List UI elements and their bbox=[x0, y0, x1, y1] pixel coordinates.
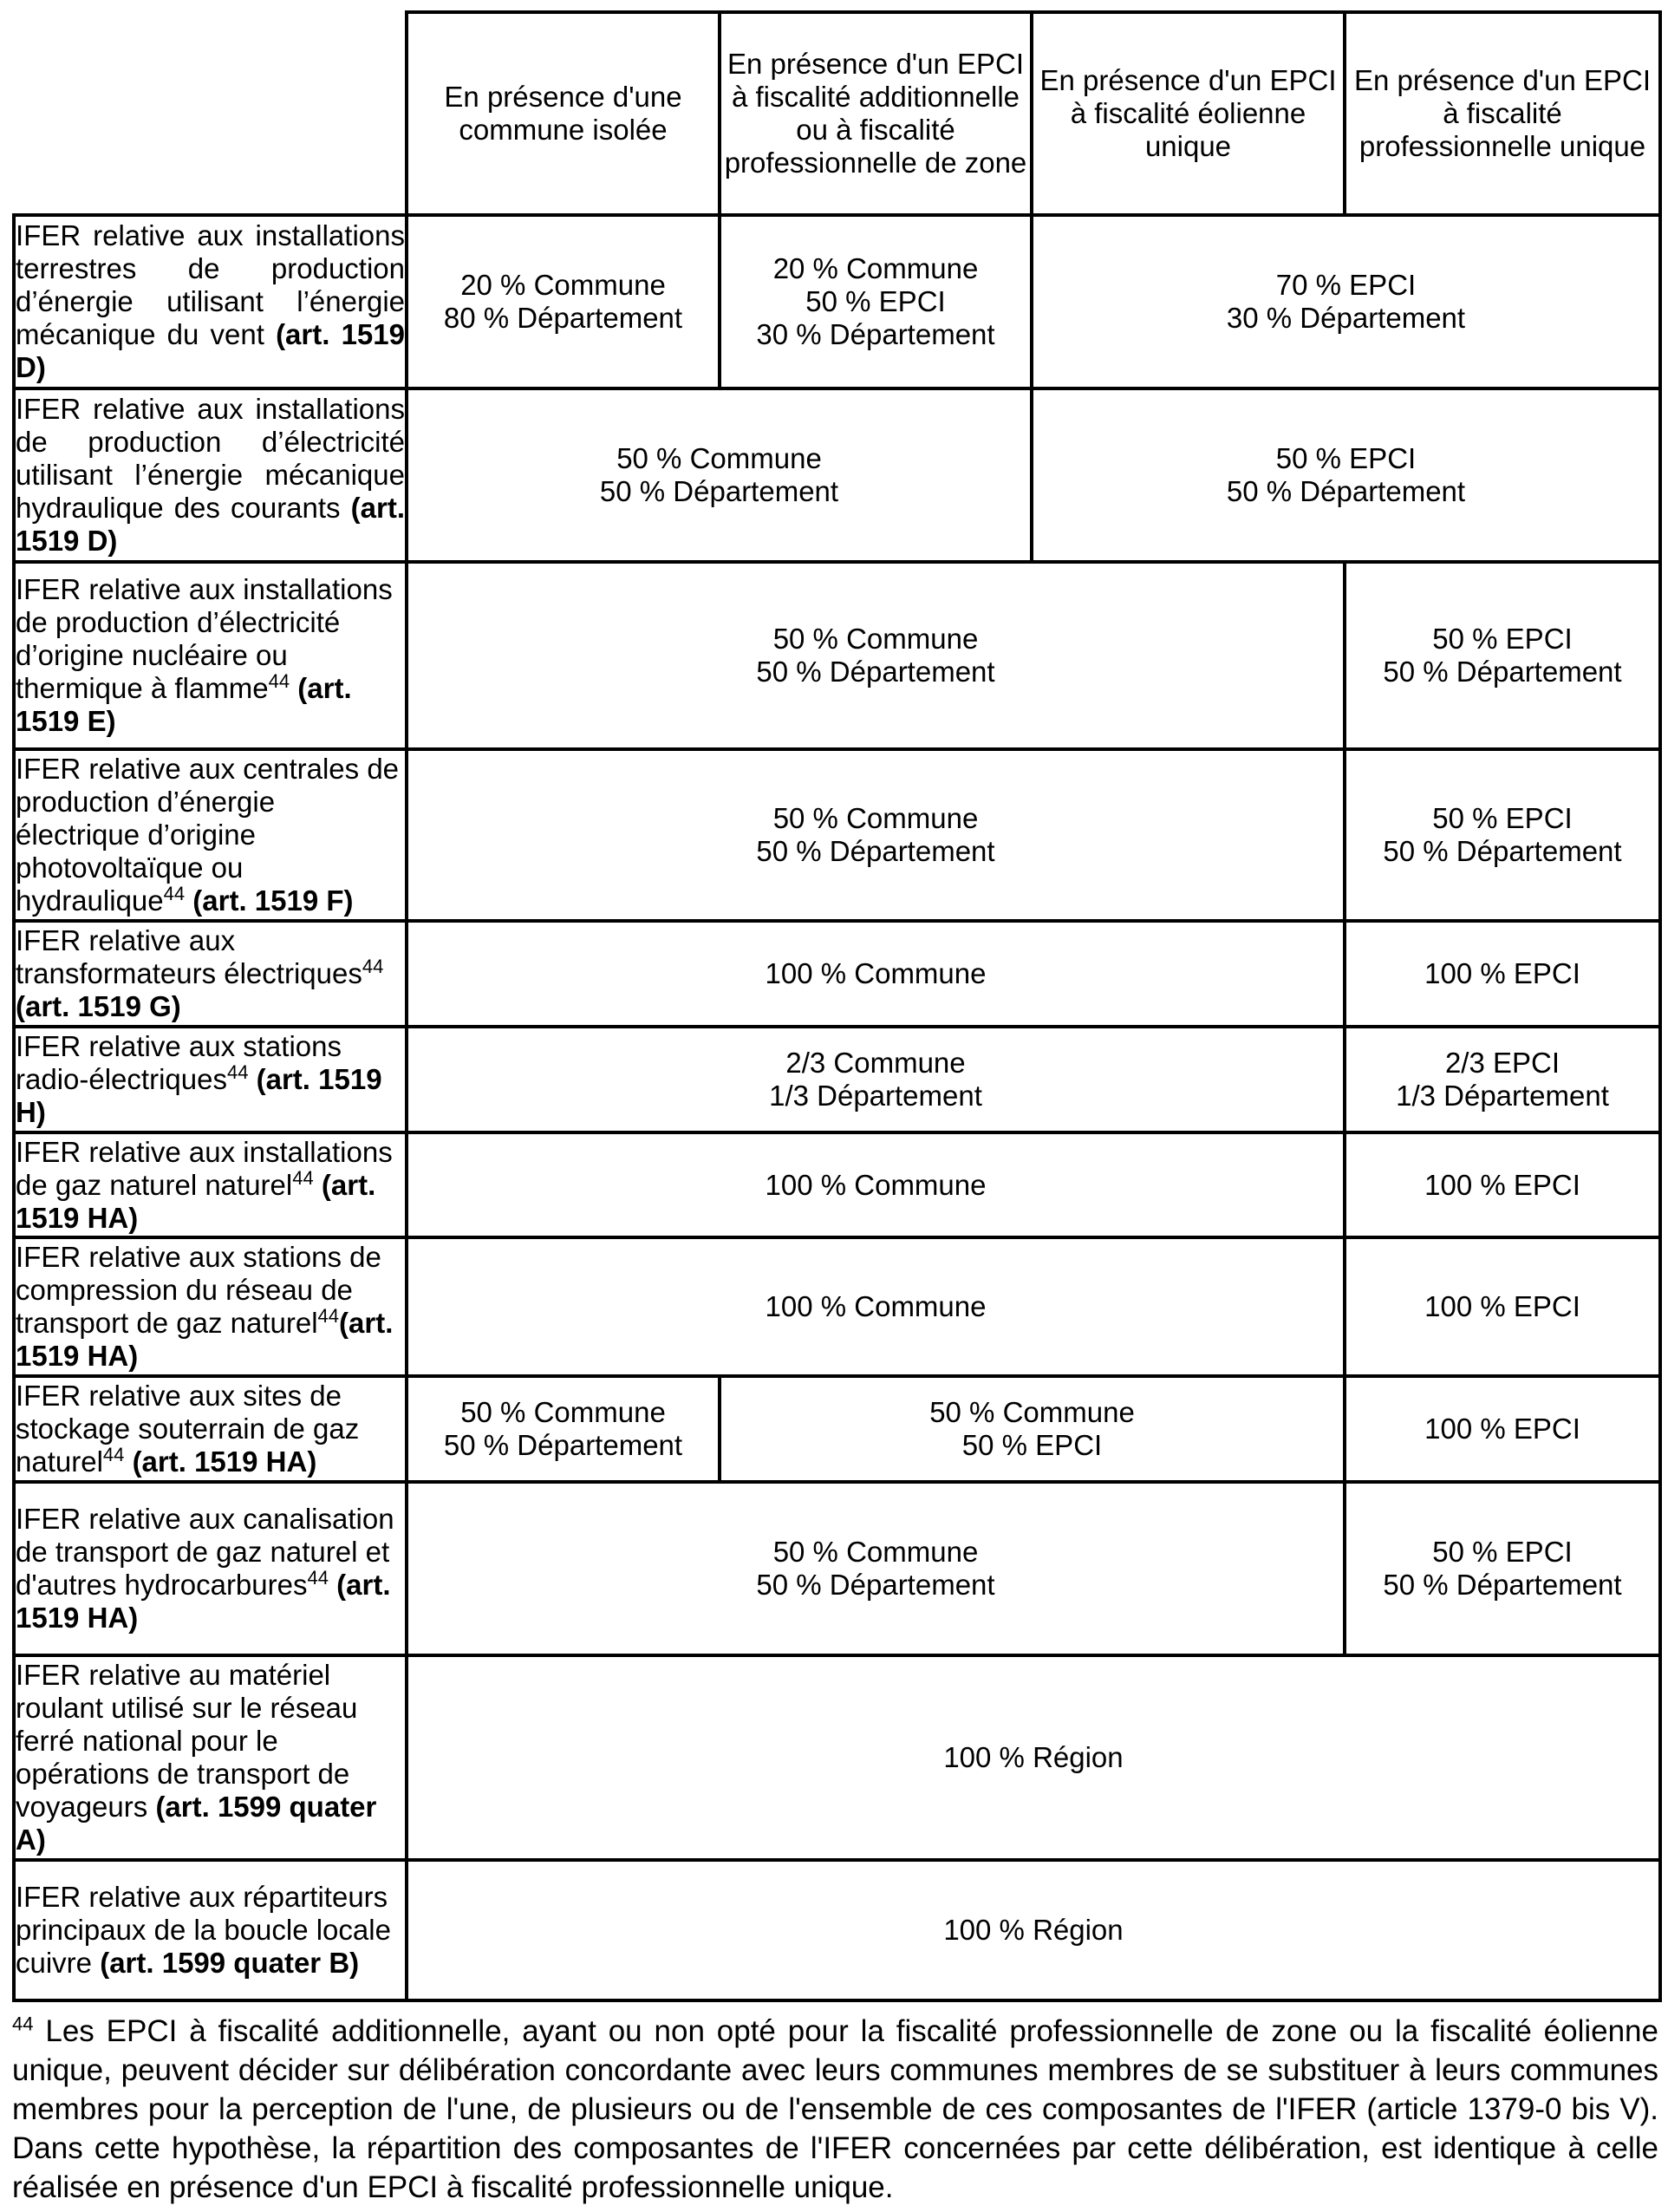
table-corner-empty bbox=[14, 12, 407, 215]
row-label: IFER relative aux répartiteurs principaux de la boucle locale cuivre (art. 1599 quater B) bbox=[14, 1860, 407, 2000]
article-reference: (art. 1519 D) bbox=[16, 492, 405, 557]
article-reference: (art. 1519 HA) bbox=[132, 1445, 317, 1478]
distribution-cell: 50 % Commune 50 % Département bbox=[407, 1376, 720, 1482]
footnote-number: 44 bbox=[12, 2013, 34, 2035]
table-row bbox=[14, 1132, 1660, 1237]
footnote-marker: 44 bbox=[226, 1061, 249, 1083]
distribution-cell: 100 % Commune bbox=[407, 1237, 1345, 1376]
footnote-marker: 44 bbox=[362, 956, 384, 977]
distribution-cell: 2/3 Commune 1/3 Département bbox=[407, 1027, 1345, 1132]
distribution-cell: 50 % Commune 50 % Département bbox=[407, 1482, 1345, 1655]
article-reference: (art. 1519 F) bbox=[192, 884, 354, 917]
column-header: En présence d'un EPCI à fiscalité éolienne unique bbox=[1032, 12, 1345, 215]
footnote-marker: 44 bbox=[307, 1567, 329, 1589]
distribution-cell: 100 % Région bbox=[407, 1655, 1660, 1860]
distribution-cell: 50 % Commune 50 % Département bbox=[407, 562, 1345, 749]
row-label: IFER relative aux stations radio-électriques$^{44}$ (art. 1519 H) bbox=[14, 1027, 407, 1132]
table-row bbox=[14, 215, 1660, 388]
distribution-cell: 20 % Commune 80 % Département bbox=[407, 215, 720, 388]
row-label: IFER relative aux installations terrestres de production d’énergie utilisant l’énergie mécanique du vent (art. 1519 D) bbox=[14, 215, 407, 388]
table-row bbox=[14, 562, 1660, 749]
distribution-cell: 100 % Région bbox=[407, 1860, 1660, 2000]
distribution-cell: 100 % Commune bbox=[407, 1132, 1345, 1237]
article-reference: (art. 1519 G) bbox=[16, 990, 181, 1022]
table-row bbox=[14, 1027, 1660, 1132]
footnote-marker: 44 bbox=[292, 1166, 314, 1189]
footnote bbox=[12, 2012, 1658, 2207]
distribution-cell: 50 % Commune 50 % Département bbox=[407, 749, 1345, 921]
distribution-cell: 100 % EPCI bbox=[1345, 1132, 1660, 1237]
distribution-cell: 2/3 EPCI 1/3 Département bbox=[1345, 1027, 1660, 1132]
article-reference: (art. 1519 HA) bbox=[16, 1569, 391, 1634]
article-reference: (art. 1519 H) bbox=[16, 1063, 382, 1128]
article-reference: (art. 1519 HA) bbox=[16, 1168, 376, 1234]
column-header: En présence d'une commune isolée bbox=[407, 12, 720, 215]
row-label: IFER relative aux sites de stockage souterrain de gaz naturel$^{44}$ (art. 1519 HA) bbox=[14, 1376, 407, 1482]
distribution-cell: 50 % EPCI 50 % Département bbox=[1032, 388, 1660, 562]
row-label: IFER relative aux installations de gaz naturel naturel$^{44}$ (art. 1519 HA) bbox=[14, 1132, 407, 1237]
row-label: IFER relative aux stations de compression du réseau de transport de gaz naturel$^{44}$(art. 1519 HA) bbox=[14, 1237, 407, 1376]
table-row bbox=[14, 1655, 1660, 1860]
table-row bbox=[14, 1482, 1660, 1655]
footnote-marker: 44 bbox=[102, 1444, 125, 1465]
table-row bbox=[14, 1376, 1660, 1482]
distribution-cell: 70 % EPCI 30 % Département bbox=[1032, 215, 1660, 388]
table-row bbox=[14, 388, 1660, 562]
footnote-marker: 44 bbox=[268, 670, 290, 692]
article-reference: (art. 1519 D) bbox=[16, 318, 405, 383]
distribution-cell: 100 % Commune bbox=[407, 921, 1345, 1027]
distribution-cell: 20 % Commune 50 % EPCI 30 % Département bbox=[720, 215, 1032, 388]
table-row bbox=[14, 749, 1660, 921]
row-label: IFER relative aux transformateurs électriques$^{44}$ (art. 1519 G) bbox=[14, 921, 407, 1027]
distribution-cell: 100 % EPCI bbox=[1345, 1237, 1660, 1376]
table-row bbox=[14, 921, 1660, 1027]
row-label: IFER relative aux installations de production d’électricité d’origine nucléaire ou thermique à flamme$^{44}$ (art. 1519 E) bbox=[14, 562, 407, 749]
footnote-marker: 44 bbox=[163, 883, 186, 904]
footnote-text: Les EPCI à fiscalité additionnelle, ayant ou non opté pour la fiscalité professionnelle de zone ou la fiscalité éolienne unique, peuvent décider sur délibération concordante avec leurs communes membres de se substituer à leurs communes membres pour la perception de l'une, de plusieurs ou de l'ensemble de ces composantes de l'IFER (article 1379-0 bis V). Dans cette hypothèse, la répartition des composantes de l'IFER concernées par cette délibération, est identique à celle réalisée en présence d'un EPCI à fiscalité professionnelle unique. bbox=[12, 2014, 1658, 2204]
distribution-cell: 50 % Commune 50 % Département bbox=[407, 388, 1032, 562]
article-reference: (art. 1519 HA) bbox=[16, 1307, 394, 1372]
column-header: En présence d'un EPCI à fiscalité professionnelle unique bbox=[1345, 12, 1660, 215]
footnote-marker: 44 bbox=[317, 1305, 340, 1327]
article-reference: (art. 1599 quater A) bbox=[16, 1791, 377, 1856]
distribution-cell: 100 % EPCI bbox=[1345, 1376, 1660, 1482]
row-label: IFER relative aux installations de production d’électricité utilisant l’énergie mécanique hydraulique des courants (art. 1519 D) bbox=[14, 388, 407, 562]
article-reference: (art. 1519 E) bbox=[16, 672, 352, 737]
table-row bbox=[14, 1860, 1660, 2000]
row-label: IFER relative au matériel roulant utilisé sur le réseau ferré national pour le opérations de transport de voyageurs (art. 1599 quater A) bbox=[14, 1655, 407, 1860]
distribution-cell: 50 % EPCI 50 % Département bbox=[1345, 749, 1660, 921]
distribution-cell: 50 % EPCI 50 % Département bbox=[1345, 562, 1660, 749]
table-row bbox=[14, 1237, 1660, 1376]
column-header: En présence d'un EPCI à fiscalité additionnelle ou à fiscalité professionnelle de zone bbox=[720, 12, 1032, 215]
distribution-cell: 50 % Commune 50 % EPCI bbox=[720, 1376, 1345, 1482]
article-reference: (art. 1599 quater B) bbox=[100, 1947, 360, 1979]
distribution-cell: 100 % EPCI bbox=[1345, 921, 1660, 1027]
table-header-row bbox=[14, 12, 1660, 215]
distribution-cell: 50 % EPCI 50 % Département bbox=[1345, 1482, 1660, 1655]
ifer-distribution-table bbox=[12, 10, 1662, 2002]
row-label: IFER relative aux centrales de production d’énergie électrique d’origine photovoltaïque ou hydraulique$^{44}$ (art. 1519 F) bbox=[14, 749, 407, 921]
row-label: IFER relative aux canalisation de transport de gaz naturel et d'autres hydrocarbures$^{44}$ (art. 1519 HA) bbox=[14, 1482, 407, 1655]
